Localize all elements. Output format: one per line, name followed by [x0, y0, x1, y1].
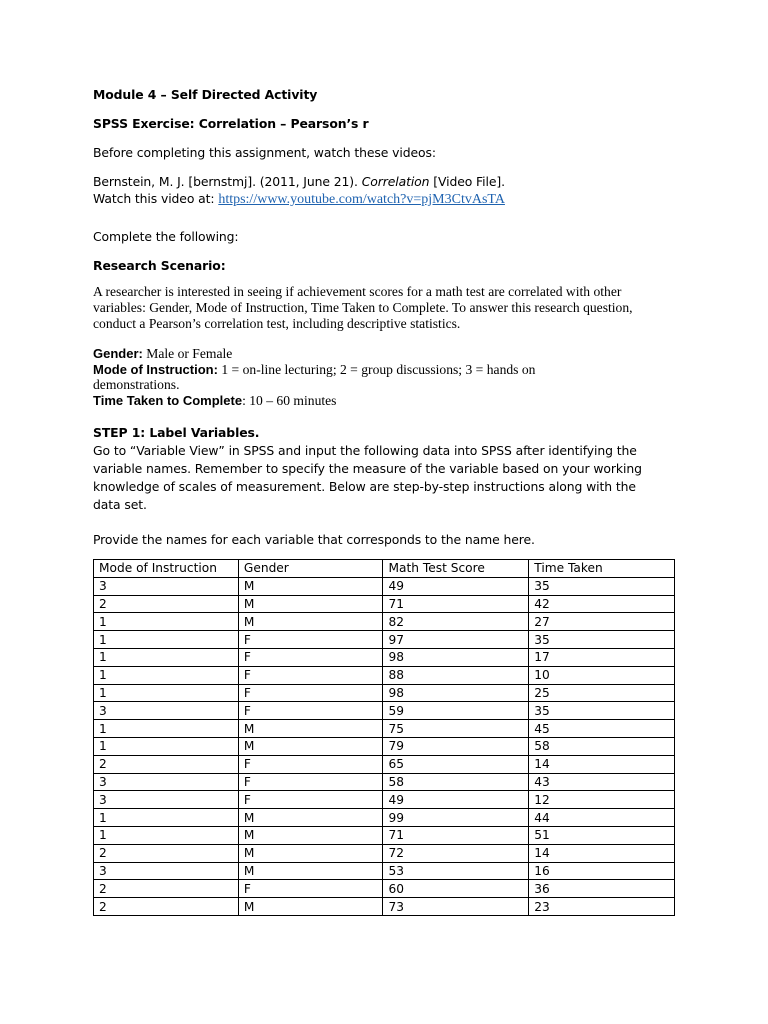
cell-time: 12 — [529, 791, 675, 809]
cell-score: 71 — [383, 595, 529, 613]
step1-paragraph — [93, 442, 642, 514]
cell-mode: 1 — [94, 613, 239, 631]
video-link[interactable]: https://www.youtube.com/watch?v=pjM3CtvAsTA — [218, 192, 505, 207]
scenario-line: conduct a Pearson’s correlation test, including descriptive statistics. — [93, 316, 461, 331]
cell-mode: 3 — [94, 577, 239, 595]
gender-value: Male or Female — [142, 346, 233, 361]
cell-time: 42 — [529, 595, 675, 613]
table-row — [94, 809, 675, 827]
step1-line: data set. — [93, 497, 147, 512]
header-mode: Mode of Instruction — [94, 560, 239, 578]
cell-mode: 1 — [94, 720, 239, 738]
cell-score: 60 — [383, 880, 529, 898]
scenario-line: variables: Gender, Mode of Instruction, Time Taken to Complete. To answer this research question, — [93, 300, 633, 315]
time-value: : 10 – 60 minutes — [242, 392, 337, 408]
gender-label: Gender: — [93, 346, 143, 361]
cell-score: 98 — [383, 684, 529, 702]
cell-score: 73 — [383, 898, 529, 916]
cell-mode: 2 — [94, 755, 239, 773]
cell-mode: 1 — [94, 809, 239, 827]
citation-work: Correlation — [361, 174, 430, 189]
page-subtitle: SPSS Exercise: Correlation – Pearson’s r — [93, 116, 369, 131]
cell-time: 25 — [529, 684, 675, 702]
cell-score: 59 — [383, 702, 529, 720]
cell-gender: M — [238, 737, 383, 755]
header-score: Math Test Score — [383, 560, 529, 578]
table-row — [94, 773, 675, 791]
cell-mode: 3 — [94, 791, 239, 809]
cell-score: 58 — [383, 773, 529, 791]
table-row — [94, 737, 675, 755]
table-row — [94, 631, 675, 649]
table-row — [94, 613, 675, 631]
cell-gender: F — [238, 631, 383, 649]
cell-gender: F — [238, 684, 383, 702]
cell-score: 88 — [383, 666, 529, 684]
table-body — [94, 577, 675, 915]
cell-time: 23 — [529, 898, 675, 916]
table-row — [94, 844, 675, 862]
scenario-heading: Research Scenario: — [93, 258, 226, 273]
cell-mode: 1 — [94, 684, 239, 702]
cell-mode: 2 — [94, 898, 239, 916]
cell-gender: F — [238, 880, 383, 898]
cell-score: 79 — [383, 737, 529, 755]
table-header-row — [94, 560, 675, 578]
cell-score: 49 — [383, 791, 529, 809]
mode-value-cont: demonstrations. — [93, 377, 180, 392]
cell-score: 97 — [383, 631, 529, 649]
header-gender: Gender — [238, 560, 383, 578]
step1-heading: STEP 1: Label Variables. — [93, 425, 260, 440]
cell-time: 51 — [529, 826, 675, 844]
cell-mode: 1 — [94, 826, 239, 844]
cell-score: 72 — [383, 844, 529, 862]
table-row — [94, 577, 675, 595]
cell-gender: M — [238, 809, 383, 827]
cell-gender: M — [238, 613, 383, 631]
cell-gender: M — [238, 898, 383, 916]
cell-gender: M — [238, 595, 383, 613]
cell-time: 17 — [529, 648, 675, 666]
cell-gender: F — [238, 648, 383, 666]
page-title: Module 4 – Self Directed Activity — [93, 87, 318, 102]
table-row — [94, 880, 675, 898]
cell-time: 16 — [529, 862, 675, 880]
cell-time: 44 — [529, 809, 675, 827]
cell-mode: 3 — [94, 702, 239, 720]
cell-gender: F — [238, 666, 383, 684]
table-row — [94, 702, 675, 720]
cell-score: 71 — [383, 826, 529, 844]
table-row — [94, 666, 675, 684]
step1-line: knowledge of scales of measurement. Below are step-by-step instructions along with the — [93, 479, 636, 494]
scenario-line: A researcher is interested in seeing if achievement scores for a math test are correlated with other — [93, 284, 622, 299]
step1-line: Go to “Variable View” in SPSS and input the following data into SPSS after identifying the — [93, 443, 637, 458]
cell-score: 75 — [383, 720, 529, 738]
step1-line: variable names. Remember to specify the measure of the variable based on your working — [93, 461, 642, 476]
cell-time: 14 — [529, 844, 675, 862]
scenario-paragraph — [93, 284, 633, 332]
cell-score: 98 — [383, 648, 529, 666]
cell-mode: 1 — [94, 648, 239, 666]
cell-gender: M — [238, 577, 383, 595]
watch-prefix: Watch this video at: — [93, 191, 219, 206]
provide-text: Provide the names for each variable that corresponds to the name here. — [93, 532, 535, 547]
table-row — [94, 862, 675, 880]
table-row — [94, 684, 675, 702]
cell-gender: M — [238, 720, 383, 738]
time-label: Time Taken to Complete — [93, 392, 243, 408]
table-row — [94, 898, 675, 916]
cell-time: 14 — [529, 755, 675, 773]
cell-time: 43 — [529, 773, 675, 791]
header-time: Time Taken — [529, 560, 675, 578]
table-row — [94, 791, 675, 809]
cell-time: 10 — [529, 666, 675, 684]
variable-definitions — [93, 346, 535, 408]
cell-time: 35 — [529, 702, 675, 720]
citation — [93, 173, 505, 209]
cell-mode: 2 — [94, 880, 239, 898]
cell-time: 35 — [529, 631, 675, 649]
citation-authors: Bernstein, M. J. [bernstmj]. (2011, June 21). — [93, 174, 362, 189]
cell-gender: F — [238, 755, 383, 773]
cell-score: 53 — [383, 862, 529, 880]
cell-gender: M — [238, 862, 383, 880]
cell-gender: M — [238, 826, 383, 844]
cell-gender: F — [238, 702, 383, 720]
complete-text: Complete the following: — [93, 229, 239, 244]
cell-mode: 2 — [94, 844, 239, 862]
table-row — [94, 648, 675, 666]
citation-suffix: [Video File]. — [429, 174, 505, 189]
cell-mode: 1 — [94, 666, 239, 684]
cell-gender: M — [238, 844, 383, 862]
data-table — [93, 559, 675, 916]
cell-mode: 1 — [94, 737, 239, 755]
mode-value: 1 = on-line lecturing; 2 = group discussions; 3 = hands on — [217, 361, 536, 377]
cell-mode: 1 — [94, 631, 239, 649]
cell-time: 45 — [529, 720, 675, 738]
cell-score: 49 — [383, 577, 529, 595]
cell-mode: 2 — [94, 595, 239, 613]
table-row — [94, 755, 675, 773]
table-row — [94, 595, 675, 613]
table-row — [94, 720, 675, 738]
cell-time: 27 — [529, 613, 675, 631]
table-row — [94, 826, 675, 844]
cell-score: 99 — [383, 809, 529, 827]
cell-time: 36 — [529, 880, 675, 898]
cell-score: 82 — [383, 613, 529, 631]
cell-mode: 3 — [94, 773, 239, 791]
cell-gender: F — [238, 773, 383, 791]
cell-time: 35 — [529, 577, 675, 595]
cell-mode: 3 — [94, 862, 239, 880]
cell-score: 65 — [383, 755, 529, 773]
mode-label: Mode of Instruction: — [93, 361, 218, 377]
cell-gender: F — [238, 791, 383, 809]
intro-text: Before completing this assignment, watch these videos: — [93, 145, 436, 160]
cell-time: 58 — [529, 737, 675, 755]
